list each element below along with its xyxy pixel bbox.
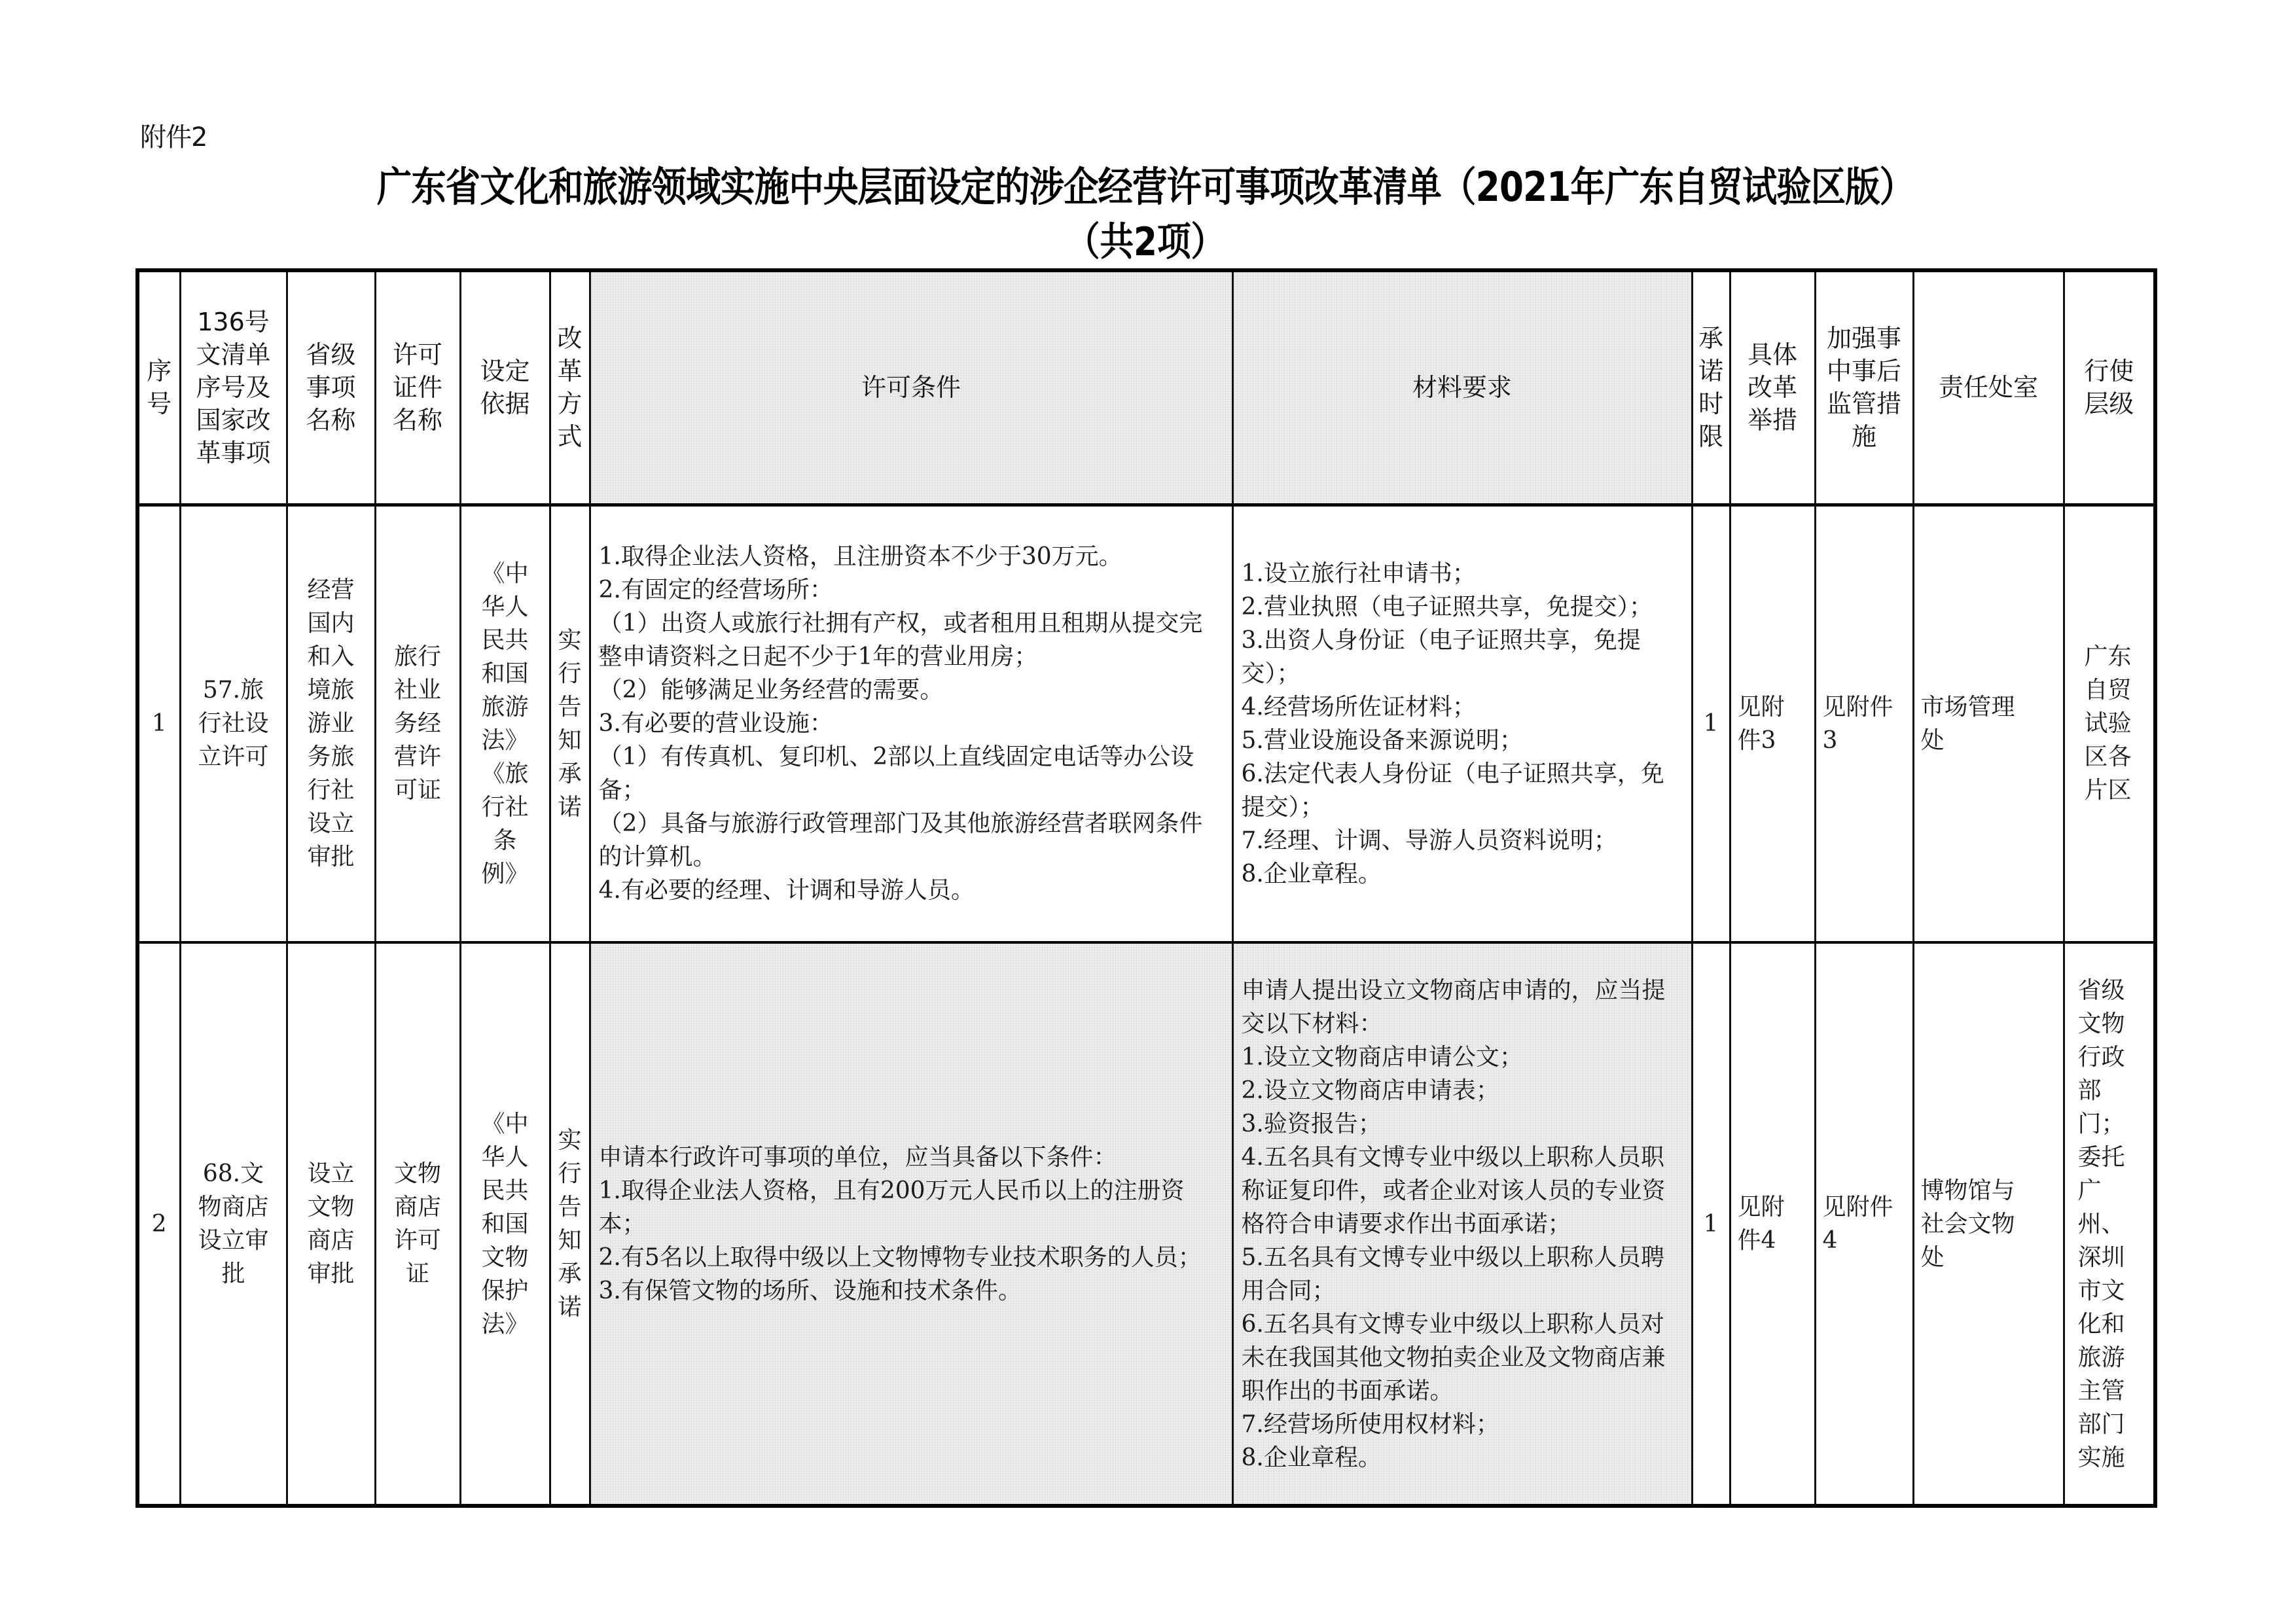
cell-doc136: 57.旅行社设立许可 (180, 505, 287, 942)
cell-level: 广东自贸试验区各片区 (2064, 505, 2155, 942)
cell-license-name: 文物商店许可证 (375, 942, 460, 1506)
cell-office: 市场管理处 (1913, 505, 2064, 942)
cell-reform-mode: 实行告知承诺 (550, 505, 590, 942)
header-conditions: 许可条件 (590, 270, 1232, 505)
header-measures: 具体改革举措 (1730, 270, 1815, 505)
header-reform-mode: 改革方式 (550, 270, 590, 505)
table-row (137, 505, 2155, 942)
table-row (137, 942, 2155, 1506)
cell-seq: 2 (137, 942, 180, 1506)
reform-list-table (135, 268, 2157, 1508)
cell-license-name: 旅行社业务经营许可证 (375, 505, 460, 942)
cell-seq: 1 (137, 505, 180, 942)
cell-legal-basis: 《中华人民共和国文物保护法》 (460, 942, 550, 1506)
header-level: 行使层级 (2064, 270, 2155, 505)
cell-legal-basis: 《中华人民共和国旅游法》《旅行社条例》 (460, 505, 550, 942)
cell-materials (1232, 942, 1692, 1506)
header-materials: 材料要求 (1232, 270, 1692, 505)
header-license-name: 许可证件名称 (375, 270, 460, 505)
conditions-list: 1.取得企业法人资格，且注册资本不少于30万元。 2.有固定的经营场所： （1）出资人或旅行社拥有产权，或者租用且租期从提交完整申请资料之日起不少于1年的营业用房； （2）能够满足业务经营的需要。 3.有必要的营业设施： （1）有传真机、复印机、2部以上直线固定电话等办公设备； （2）具备与旅游行政管理部门及其他旅游经营者联网条件的计算机。 4.有必要的经理、计调和导游人员。 (598, 543, 1203, 904)
conditions-list: 申请本行政许可事项的单位，应当具备以下条件： 1.取得企业法人资格，且有200万元人民币以上的注册资本； 2.有5名以上取得中级以上文物博物专业技术职务的人员； 3.有保管文物的场所、设施和技术条件。 (598, 1143, 1202, 1304)
cell-supervision: 见附件4 (1815, 942, 1913, 1506)
cell-conditions (590, 942, 1232, 1506)
document-subtitle: （共2项） (1066, 219, 1225, 265)
header-supervision: 加强事中事后监管措施 (1815, 270, 1913, 505)
header-office: 责任处室 (1913, 270, 2064, 505)
cell-time-limit: 1 (1692, 942, 1730, 1506)
header-time-limit: 承诺时限 (1692, 270, 1730, 505)
cell-measures: 见附件4 (1730, 942, 1815, 1506)
cell-measures: 见附件3 (1730, 505, 1815, 942)
cell-materials (1232, 505, 1692, 942)
document-title: 广东省文化和旅游领域实施中央层面设定的涉企经营许可事项改革清单（2021年广东自贸试验区版） (376, 163, 1914, 211)
cell-provincial-item: 设立文物商店审批 (287, 942, 375, 1506)
cell-reform-mode: 实行告知承诺 (550, 942, 590, 1506)
materials-list: 1.设立旅行社申请书； 2.营业执照（电子证照共享，免提交）； 3.出资人身份证（电子证照共享，免提交）； 4.经营场所佐证材料； 5.营业设施设备来源说明； 6.法定代表人身份证（电子证照共享，免提交）； 7.经理、计调、导游人员资料说明； 8.企业章程。 (1241, 560, 1664, 887)
cell-supervision: 见附件3 (1815, 505, 1913, 942)
materials-list: 申请人提出设立文物商店申请的，应当提交以下材料： 1.设立文物商店申请公文； 2.设立文物商店申请表； 3.验资报告； 4.五名具有文博专业中级以上职称人员职称证复印件，或者企业对该人员的专业资格符合申请要求作出书面承诺； 5.五名具有文博专业中级以上职称人员聘用合同； 6.五名具有文博专业中级以上职称人员对未在我国其他文物拍卖企业及文物商店兼职作出的书面承诺。 7.经营场所使用权材料； 8.企业章程。 (1241, 976, 1666, 1471)
header-seq: 序号 (137, 270, 180, 505)
header-legal-basis: 设定依据 (460, 270, 550, 505)
cell-provincial-item: 经营国内和入境旅游业务旅行社设立审批 (287, 505, 375, 942)
header-provincial-item: 省级事项名称 (287, 270, 375, 505)
cell-doc136: 68.文物商店设立审批 (180, 942, 287, 1506)
cell-conditions (590, 505, 1232, 942)
table-header-row (137, 270, 2155, 505)
header-doc136: 136号文清单序号及国家改革事项 (180, 270, 287, 505)
cell-office: 博物馆与社会文物处 (1913, 942, 2064, 1506)
attachment-label: 附件2 (140, 122, 207, 152)
cell-level: 省级文物行政部门；委托广州、深圳市文化和旅游主管部门实施 (2064, 942, 2155, 1506)
cell-time-limit: 1 (1692, 505, 1730, 942)
